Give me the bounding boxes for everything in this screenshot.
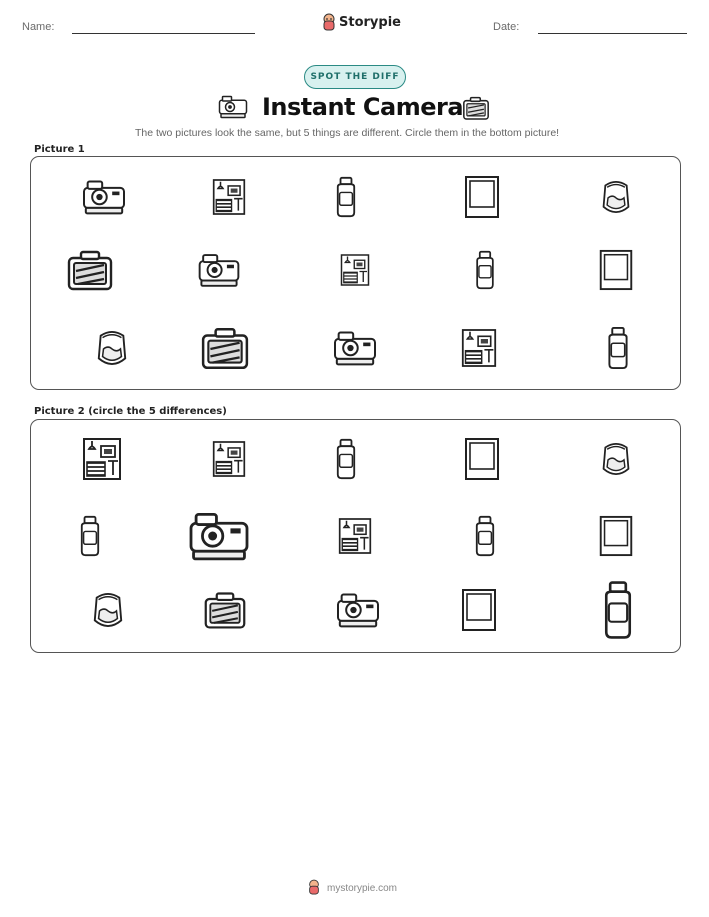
film-station-icon[interactable] — [338, 515, 372, 557]
film-bottle-icon[interactable] — [332, 438, 360, 480]
film-bottle-icon — [471, 250, 499, 290]
name-line[interactable] — [72, 33, 255, 34]
picture-2-label: Picture 2 (circle the 5 differences) — [34, 406, 227, 417]
film-station-icon — [340, 250, 370, 290]
brand-name: Storypie — [339, 15, 401, 30]
camera-icon — [81, 177, 127, 217]
film-pack-icon[interactable] — [203, 589, 247, 631]
camera-icon — [332, 328, 378, 368]
instructions: The two pictures look the same, but 5 things are different. Circle them in the bottom picture! — [135, 127, 560, 139]
camera-icon[interactable] — [335, 590, 381, 630]
film-station-icon — [212, 175, 246, 219]
photo-frame-icon — [598, 249, 634, 291]
badge-label: SPOT THE DIFF — [310, 72, 400, 82]
film-station-icon — [461, 327, 497, 369]
photo-frame-icon[interactable] — [461, 588, 497, 632]
film-pack-icon — [66, 249, 114, 291]
film-pouch-icon[interactable] — [600, 439, 632, 479]
page-title: Instant Camera — [262, 93, 464, 121]
spot-the-diff-badge — [304, 65, 406, 89]
film-bottle-icon — [332, 176, 360, 218]
camera-icon — [197, 250, 241, 290]
date-label: Date: — [493, 21, 520, 33]
film-pouch-icon — [95, 327, 129, 369]
film-bottle-icon[interactable] — [471, 515, 499, 557]
date-line[interactable] — [538, 33, 687, 34]
film-bottle-icon — [603, 326, 633, 370]
brand-logo-icon — [321, 13, 337, 36]
photo-frame-icon[interactable] — [598, 515, 634, 557]
film-station-icon[interactable] — [212, 437, 246, 481]
film-pouch-icon[interactable] — [91, 590, 125, 630]
camera-icon[interactable] — [186, 508, 252, 564]
name-label: Name: — [22, 21, 55, 33]
footer-logo-icon — [307, 879, 321, 900]
film-pouch-icon — [600, 177, 632, 217]
title-camera-icon — [218, 94, 248, 120]
picture-1-label: Picture 1 — [34, 144, 85, 155]
title-film-pack-icon — [462, 94, 490, 122]
photo-frame-icon — [464, 175, 500, 219]
film-bottle-icon[interactable] — [76, 515, 104, 557]
footer-site[interactable]: mystorypie.com — [327, 883, 398, 894]
film-station-icon[interactable] — [82, 437, 122, 481]
film-pack-icon — [200, 326, 250, 370]
film-bottle-icon[interactable] — [598, 580, 638, 640]
photo-frame-icon[interactable] — [464, 437, 500, 481]
